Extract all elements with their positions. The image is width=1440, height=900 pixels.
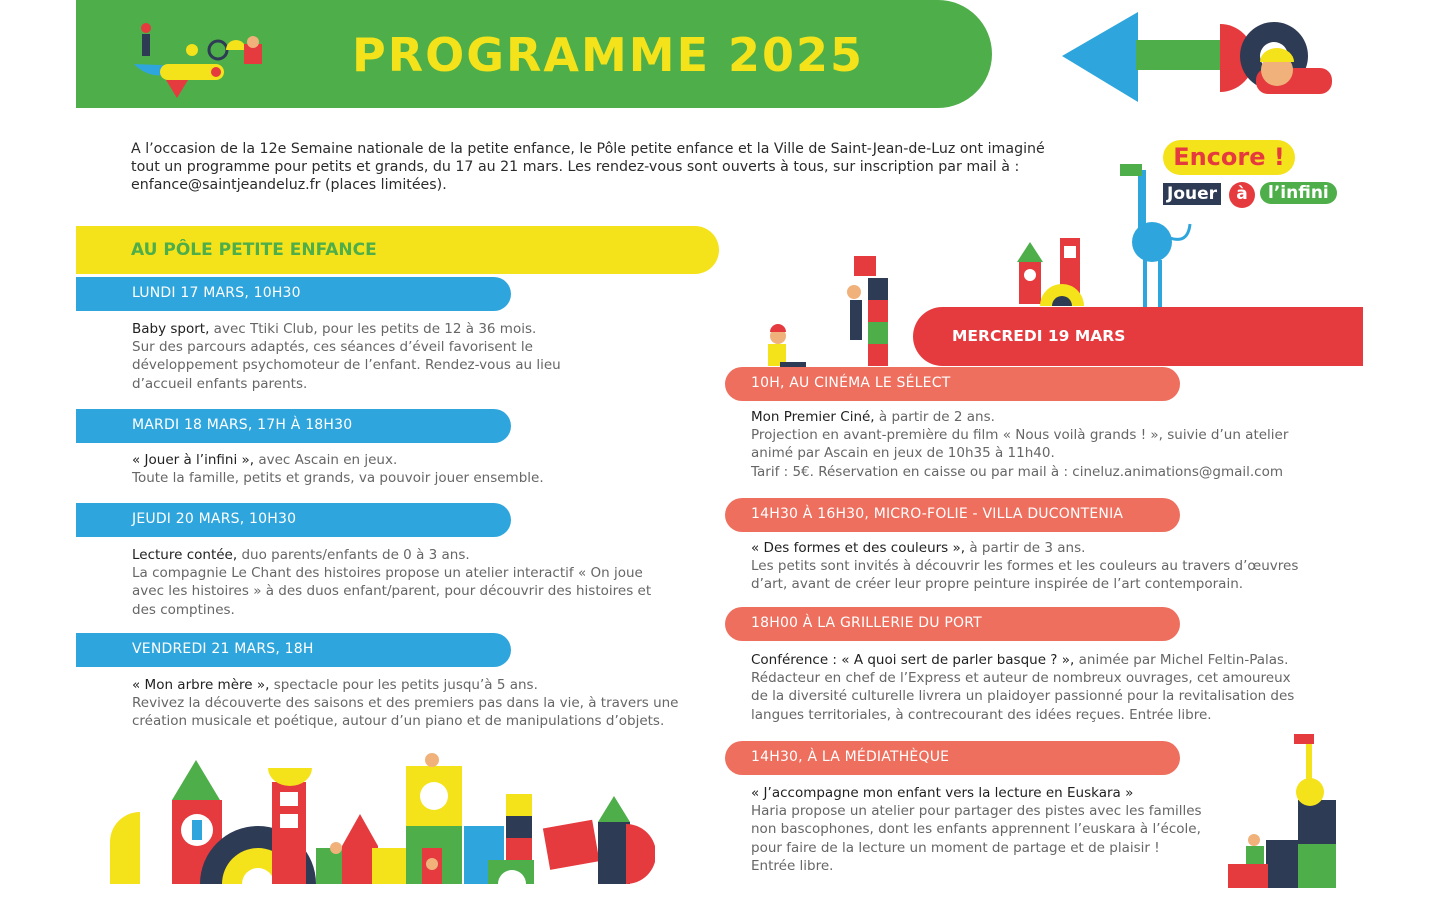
- date-label: 14H30, À LA MÉDIATHÈQUE: [751, 749, 950, 765]
- date-pill-cinema: [725, 367, 1180, 401]
- date-label: JEUDI 20 MARS, 10H30: [132, 511, 297, 527]
- date-label: LUNDI 17 MARS, 10H30: [132, 285, 301, 301]
- date-label: VENDREDI 21 MARS, 18H: [132, 641, 314, 657]
- event-conference-basque: Conférence : « A quoi sert de parler basque ? », animée par Michel Feltin-Palas. Rédacteur en chef de l’Express et auteur de nombreux ouvrages, cet amoureux de la diversité culturelle livrera un plaidoyer passionné pour la revitalisation des langues territoriales, à contrecourant des idées reçues. Entrée libre.: [751, 652, 1295, 723]
- date-label: 18H00 À LA GRILLERIE DU PORT: [751, 615, 982, 631]
- section-pole-petite-enfance: [76, 226, 719, 274]
- header-illustration: [126, 14, 271, 100]
- date-pill-lundi: [76, 277, 511, 311]
- date-pill-mediatheque: [725, 741, 1180, 775]
- event-jouer-a-linfini: « Jouer à l’infini », avec Ascain en jeux. Toute la famille, petits et grands, va pouvoir jouer ensemble.: [132, 452, 544, 487]
- section-mercredi: [913, 307, 1363, 366]
- encore-logo: Encore !: [1163, 140, 1295, 175]
- section-title: MERCREDI 19 MARS: [952, 327, 1126, 345]
- date-pill-micro-folie: [725, 498, 1180, 532]
- intro-text: A l’occasion de la 12e Semaine nationale de la petite enfance, le Pôle petite enfance et la Ville de Saint-Jean-de-Luz ont imaginé tout un programme pour petits et grands, du 17 au 21 mars. Les rendez-vous sont ouverts à tous, sur inscription par mail à : enfance@saintjeandeluz.fr (places limitées).: [131, 141, 1045, 194]
- section-title: AU PÔLE PETITE ENFANCE: [131, 240, 377, 260]
- date-pill-jeudi: [76, 503, 511, 537]
- logo-jouer: Jouer: [1163, 183, 1221, 205]
- event-baby-sport: Baby sport, avec Ttiki Club, pour les petits de 12 à 36 mois. Sur des parcours adaptés, ces séances d’éveil favorisent le développement psychomoteur de l’enfant. Rendez-vous au lieu d’accueil enfants parents.: [132, 321, 561, 392]
- event-lecture-contee: Lecture contée, duo parents/enfants de 0 à 3 ans. La compagnie Le Chant des histoires propose un atelier interactif « On joue avec les histoires » à des duos enfant/parent, pour découvrir des histoires et des comptines.: [132, 547, 652, 618]
- date-label: MARDI 18 MARS, 17H À 18H30: [132, 417, 353, 433]
- arrow-left-icon: [1060, 10, 1340, 110]
- event-mon-arbre-mere: « Mon arbre mère », spectacle pour les petits jusqu’à 5 ans. Revivez la découverte des saisons et des premiers pas dans la vie, à travers une création musicale et poétique, autour d’un piano et de manipulations d’objets.: [132, 677, 679, 730]
- logo-infini: l’infini: [1260, 182, 1337, 204]
- event-mon-premier-cine: Mon Premier Ciné, à partir de 2 ans. Projection en avant-première du film « Nous voilà grands ! », suivie d’un atelier animé par Ascain en jeux de 10h35 à 11h40. Tarif : 5€. Réservation en caisse ou par mail à : cineluz.animations@gmail.com: [751, 409, 1289, 480]
- date-pill-vendredi: [76, 633, 511, 667]
- page-title: PROGRAMME 2025: [352, 28, 865, 82]
- date-pill-mardi: [76, 409, 511, 443]
- event-lecture-euskara: « J’accompagne mon enfant vers la lecture en Euskara » Haria propose un atelier pour partager des pistes avec les familles non bascophones, dont les enfants apprennent l’euskara à l’école, pour faire de la lecture un moment de partage et de plaisir ! Entrée libre.: [751, 785, 1202, 874]
- date-label: 14H30 À 16H30, MICRO-FOLIE - VILLA DUCONTENIA: [751, 506, 1124, 522]
- date-pill-grillerie: [725, 607, 1180, 641]
- stairs-giraffe-illustration: [1226, 728, 1338, 890]
- event-formes-et-couleurs: « Des formes et des couleurs », à partir de 3 ans. Les petits sont invités à découvrir les formes et les couleurs au travers d’œuvres d’art, avant de créer leur propre peinture inspirée de l’art contemporain.: [751, 540, 1299, 593]
- logo-a: à: [1229, 182, 1255, 208]
- blocks-illustration: [110, 752, 655, 888]
- date-label: 10H, AU CINÉMA LE SÉLECT: [751, 375, 951, 391]
